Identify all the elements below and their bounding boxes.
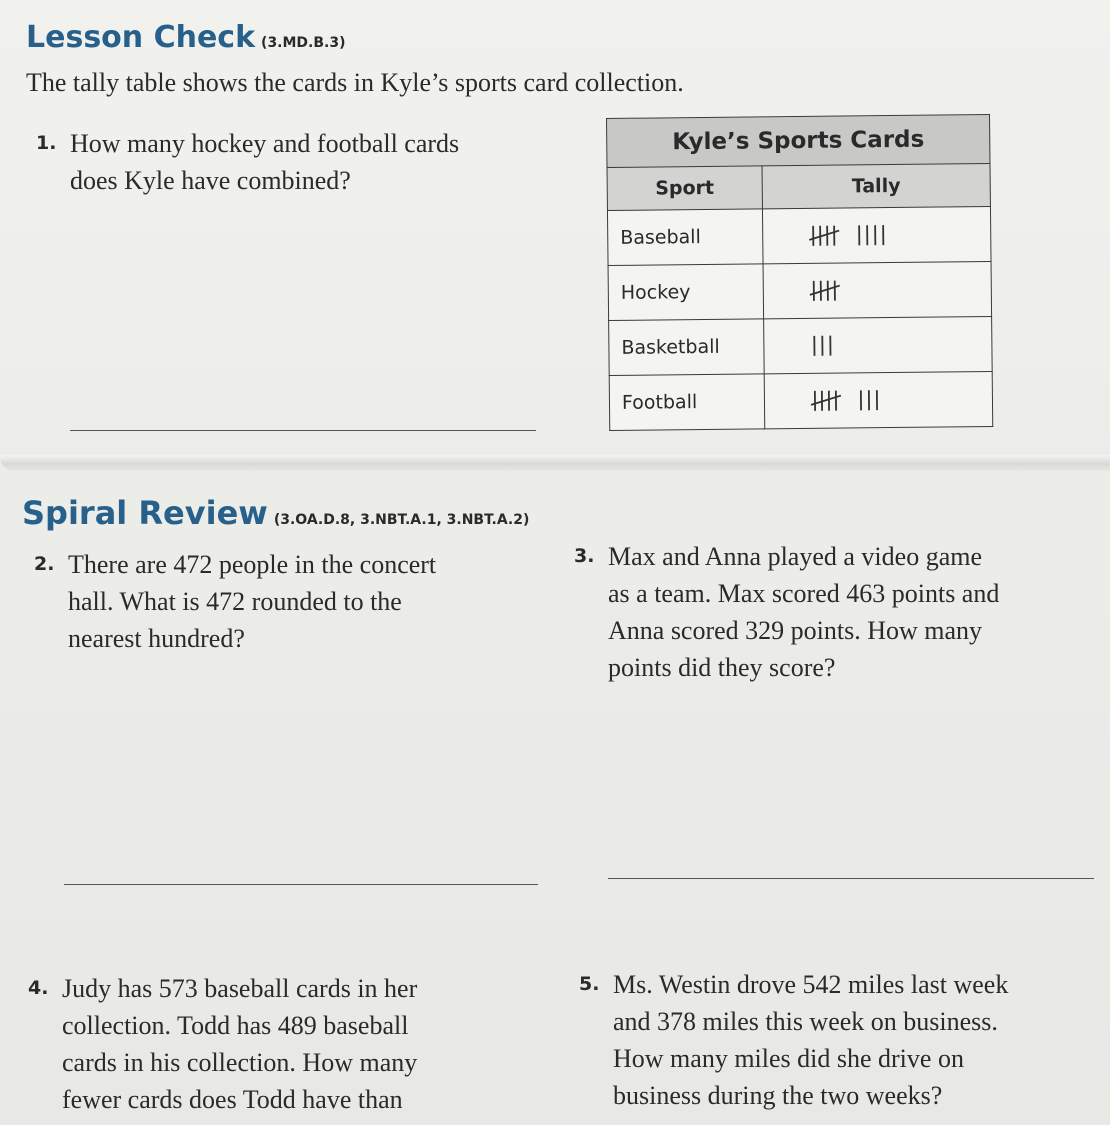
question-3-line: Max and Anna played a video game bbox=[608, 542, 982, 571]
question-5 bbox=[579, 966, 1103, 1114]
question-5-number: 5. bbox=[579, 973, 600, 995]
tally-cell bbox=[763, 261, 992, 318]
sport-cell: Basketball bbox=[609, 319, 764, 376]
question-3 bbox=[574, 538, 1098, 686]
question-2-line: There are 472 people in the concert bbox=[68, 550, 437, 579]
tally-marks bbox=[807, 222, 927, 249]
question-3-line: as a team. Max scored 463 points and bbox=[608, 579, 1000, 608]
tally-cell bbox=[764, 371, 993, 428]
tally-marks bbox=[808, 277, 928, 304]
spiral-review-standard: (3.OA.D.8, 3.NBT.A.1, 3.NBT.A.2) bbox=[273, 512, 530, 528]
table-row bbox=[609, 371, 993, 430]
question-3-number: 3. bbox=[574, 545, 595, 567]
section-divider bbox=[0, 455, 1110, 471]
question-5-line: Ms. Westin drove 542 miles last week bbox=[613, 970, 1009, 999]
tally-table bbox=[606, 114, 993, 431]
sport-cell: Football bbox=[609, 374, 764, 431]
tally-cell bbox=[763, 316, 992, 373]
header-tally: Tally bbox=[762, 163, 991, 208]
table-row bbox=[609, 316, 993, 375]
spiral-review-heading bbox=[22, 494, 529, 532]
question-4 bbox=[28, 970, 542, 1118]
question-1-line: does Kyle have combined? bbox=[70, 166, 351, 195]
question-2-line: hall. What is 472 rounded to the bbox=[68, 587, 402, 616]
question-2-number: 2. bbox=[34, 553, 55, 575]
question-2-line: nearest hundred? bbox=[68, 624, 245, 653]
question-4-line: collection. Todd has 489 baseball bbox=[62, 1011, 409, 1040]
tally-marks bbox=[809, 387, 929, 414]
lesson-check-heading bbox=[26, 20, 346, 55]
sport-cell: Hockey bbox=[608, 264, 763, 321]
header-sport: Sport bbox=[607, 166, 762, 211]
spiral-review-title: Spiral Review bbox=[22, 494, 268, 532]
table-title: Kyle’s Sports Cards bbox=[607, 114, 990, 167]
question-1-line: How many hockey and football cards bbox=[70, 129, 460, 158]
answer-line-2[interactable] bbox=[64, 884, 538, 885]
answer-line-1[interactable] bbox=[70, 430, 536, 431]
sport-cell: Baseball bbox=[607, 209, 762, 266]
question-2 bbox=[34, 546, 538, 657]
answer-line-3[interactable] bbox=[608, 878, 1094, 879]
table-row bbox=[608, 261, 992, 320]
tally-cell bbox=[762, 206, 991, 263]
question-4-line: Judy has 573 baseball cards in her bbox=[62, 974, 418, 1003]
lesson-check-title: Lesson Check bbox=[26, 20, 256, 55]
question-4-line: fewer cards does Todd have than bbox=[62, 1085, 403, 1114]
question-4-number: 4. bbox=[28, 977, 49, 999]
lesson-intro: The tally table shows the cards in Kyle’s sports card collection. bbox=[26, 68, 684, 97]
question-5-line: and 378 miles this week on business. bbox=[613, 1007, 998, 1036]
table-row bbox=[607, 206, 991, 265]
tally-marks bbox=[808, 332, 928, 359]
question-4-line: cards in his collection. How many bbox=[62, 1048, 418, 1077]
question-1 bbox=[36, 125, 540, 199]
question-5-line: How many miles did she drive on bbox=[613, 1044, 964, 1073]
question-1-number: 1. bbox=[36, 132, 57, 154]
question-5-line: business during the two weeks? bbox=[613, 1081, 943, 1110]
question-3-line: Anna scored 329 points. How many bbox=[608, 616, 983, 645]
lesson-check-standard: (3.MD.B.3) bbox=[261, 35, 346, 51]
question-3-line: points did they score? bbox=[608, 653, 836, 682]
